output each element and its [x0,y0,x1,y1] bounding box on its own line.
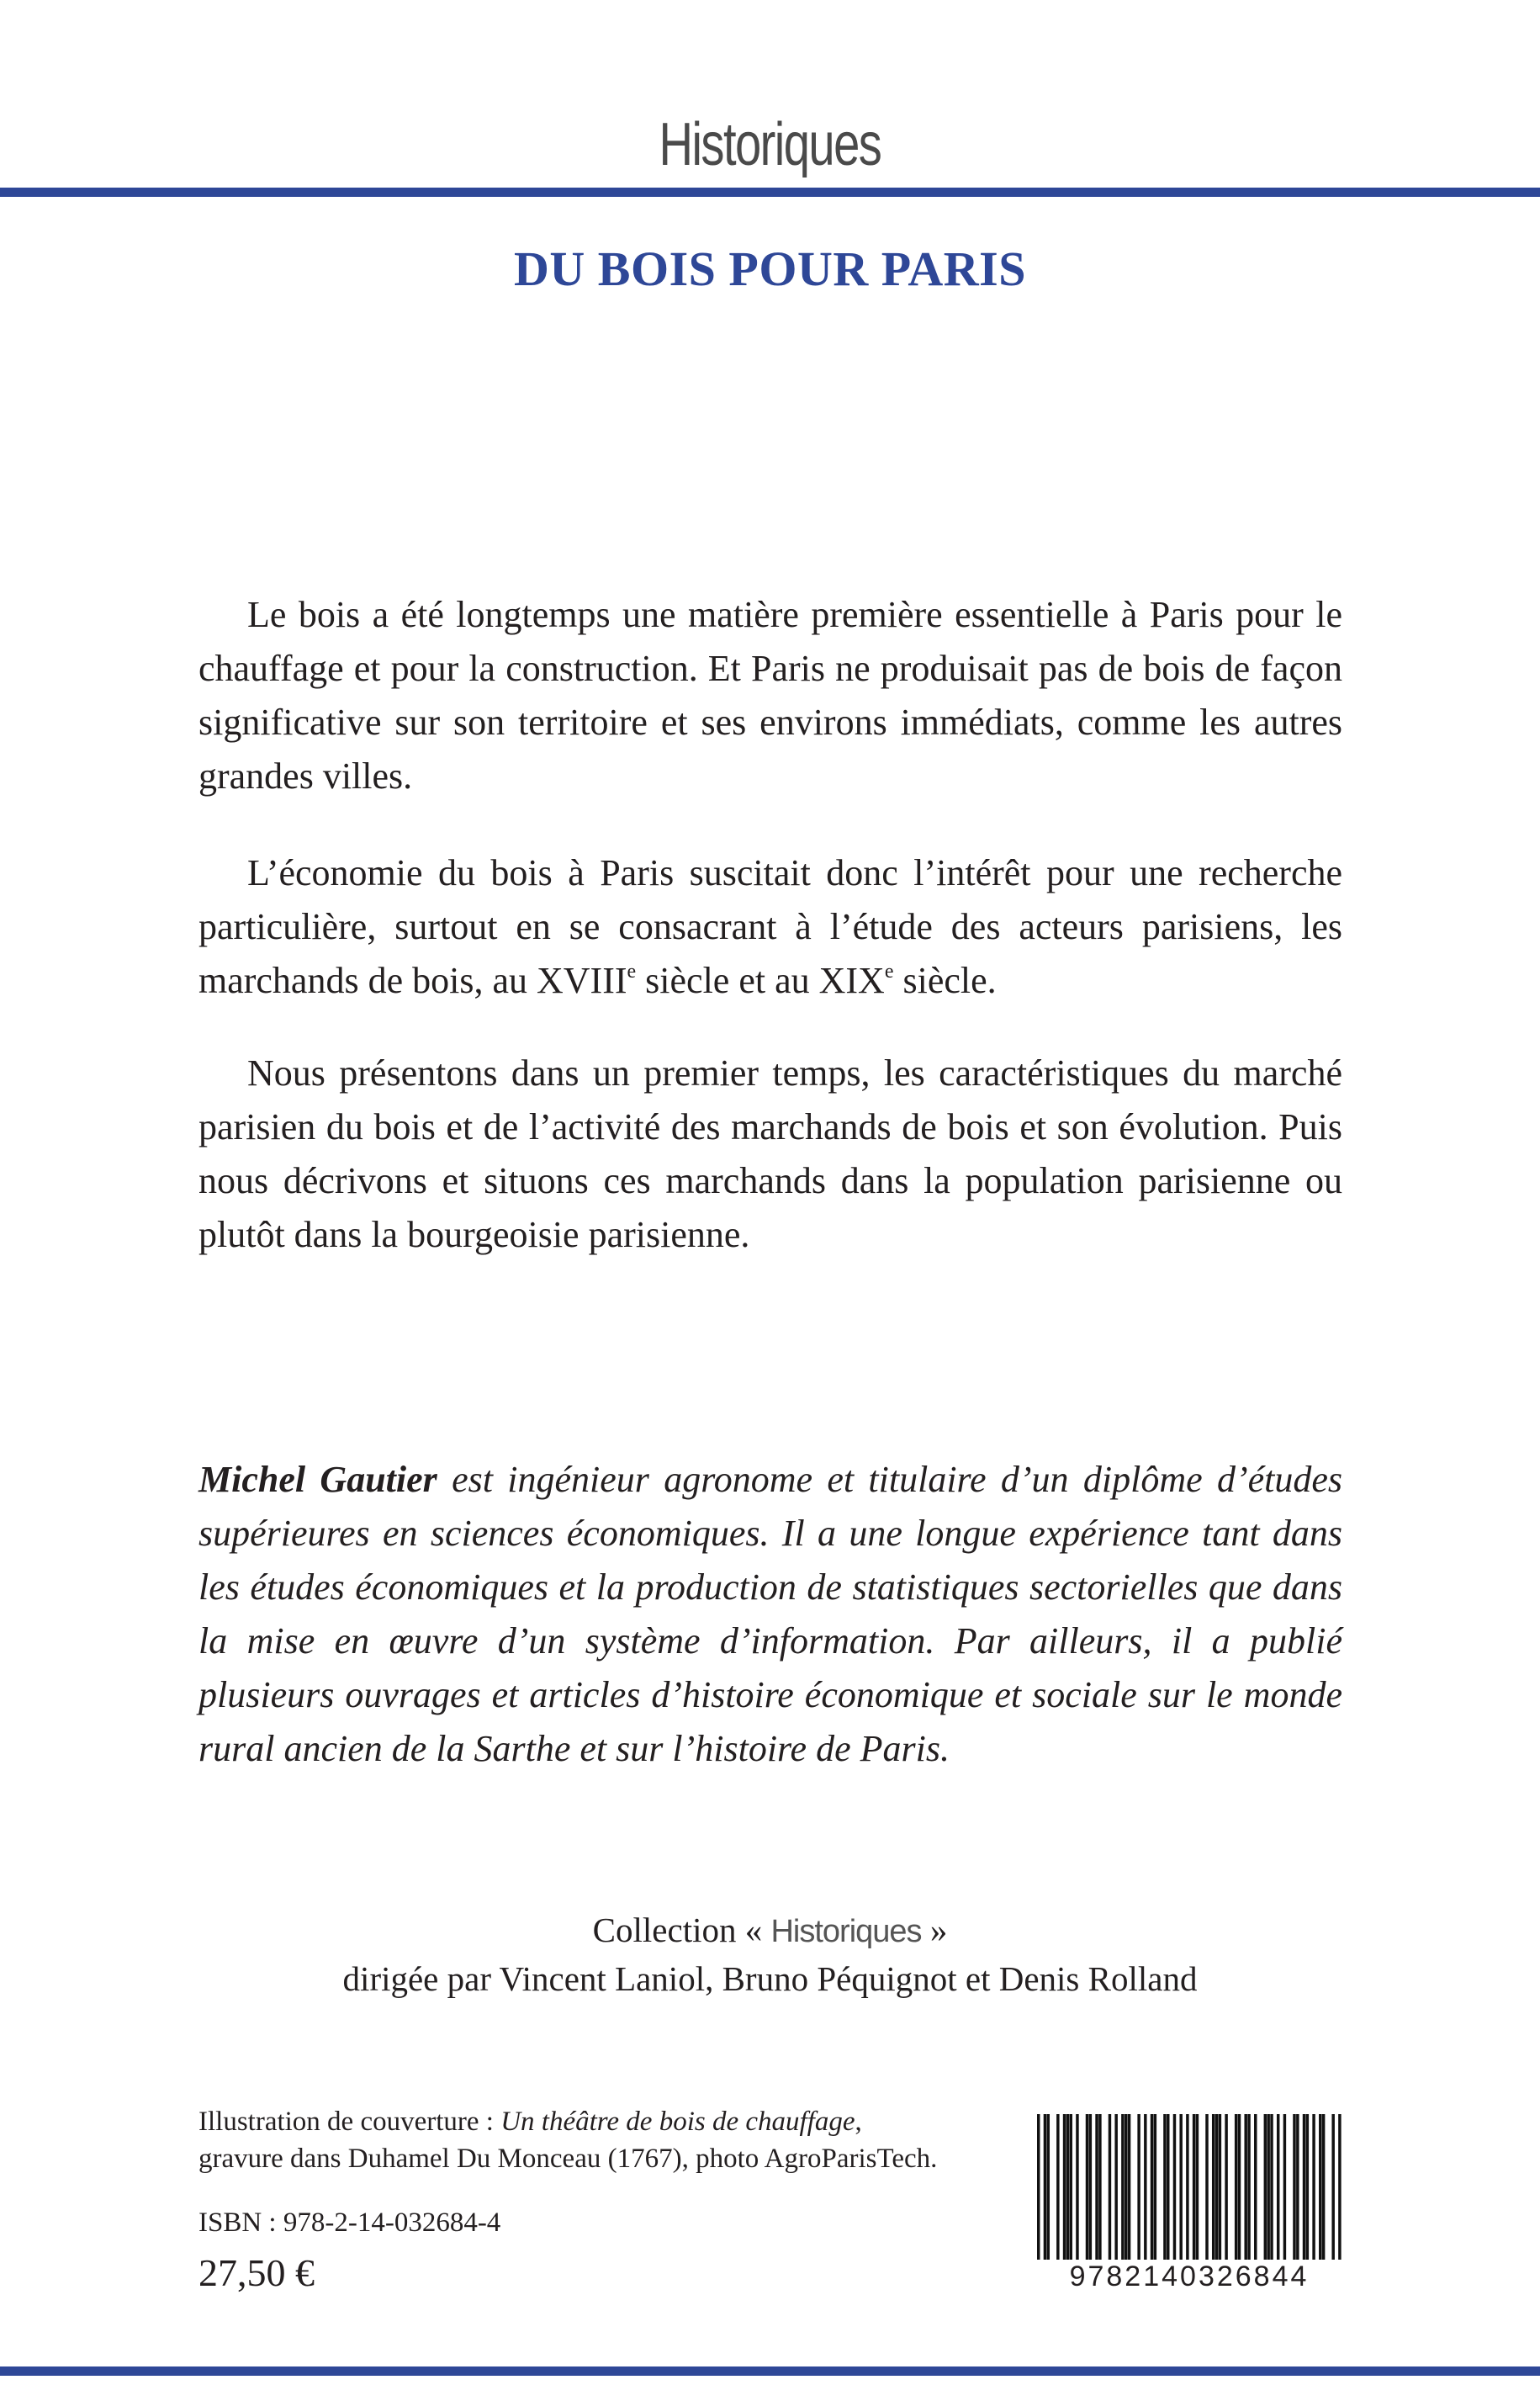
barcode-bar [1128,2114,1130,2261]
barcode-bar [1306,2114,1309,2261]
collection-suffix: » [929,1911,948,1949]
barcode-bar [1037,2114,1040,2261]
collection-info [0,1906,1540,2002]
barcode-bar [1254,2114,1257,2261]
author-bio [198,1453,1342,1776]
barcode-bar [1154,2114,1156,2261]
blurb-p2-middle: siècle et au XIX [636,960,885,1001]
barcode-bar [1066,2114,1069,2261]
barcode-bar [1186,2114,1188,2261]
barcode-bar [1044,2114,1046,2261]
barcode-bar [1247,2114,1250,2261]
barcode-bar [1267,2114,1269,2261]
barcode-bar [1179,2114,1182,2261]
blurb-p2-end: siècle. [893,960,997,1001]
barcode-bar [1296,2114,1299,2261]
barcode-bar [1303,2114,1305,2261]
book-title: DU BOIS POUR PARIS [514,241,1026,296]
barcode-bar [1235,2114,1237,2261]
collection-line [0,1906,1540,1955]
barcode-bar [1238,2114,1241,2261]
blurb-p2-start: L’économie du bois à Paris suscitait donc l’intérêt pour une recherche particulière, surtout en se consacrant à l’étude des acteurs parisiens, les marchands de bois, au XVIII [198,852,1342,1001]
barcode-bar [1338,2114,1341,2261]
barcode-bar [1137,2114,1140,2261]
barcode-bar [1095,2114,1098,2261]
barcode-bar [1125,2114,1127,2261]
author-name: Michel Gautier [198,1459,437,1500]
barcode-bar [1070,2114,1072,2261]
barcode-bar [1277,2114,1279,2261]
blurb-paragraph-3: Nous présentons dans un premier temps, les caractéristiques du marché parisien du bois et de l’activité des marchands de bois et son évolution. Puis nous décrivons et situons ces marchands dans la population parisienne ou plutôt dans la bourgeoisie parisienne. [198,1052,1342,1255]
credits-comma: , [855,2107,862,2137]
barcode-bar [1163,2114,1166,2261]
bottom-rule [0,2366,1540,2376]
credits-work-title: Un théâtre de bois de chauffage [500,2107,855,2137]
blurb-paragraph-1: Le bois a été longtemps une matière première essentielle à Paris pour le chauffage et pour la construction. Et Paris ne produisait pas de bois de façon significative sur son territoire et ses environs immédiats, comme les autres grandes villes. [198,594,1342,797]
barcode-bar [1167,2114,1169,2261]
series-logo: Historiques [659,111,881,178]
barcode-bar [1098,2114,1101,2261]
barcode-bar [1173,2114,1176,2261]
barcode-bars [1037,2114,1342,2261]
collection-logo: Historiques [770,1914,922,1949]
barcode-bar [1086,2114,1088,2261]
barcode-bar [1144,2114,1146,2261]
author-bio-text: est ingénieur agronome et titulaire d’un diplôme d’études supérieures en sciences économiques. Il a une longue expérience tant dans les études économiques et la production de statistiques sectorielles que dans la mise en œuvre d’un système d’information. Par ailleurs, il a publié plusieurs ouvrages et articles d’histoire économique et sociale sur le monde rural ancien de la Sarthe et sur l’histoire de Paris. [198,1459,1343,1769]
isbn: ISBN : 978-2-14-032684-4 [198,2207,501,2238]
barcode-bar [1219,2114,1221,2261]
barcode-bar [1063,2114,1066,2261]
barcode-bar [1319,2114,1321,2261]
barcode-bar [1056,2114,1059,2261]
barcode-bar [1270,2114,1273,2261]
barcode-bar [1047,2114,1050,2261]
barcode-bar [1244,2114,1246,2261]
credits-source: gravure dans Duhamel Du Monceau (1767), photo AgroParisTech. [198,2144,938,2174]
barcode-bar [1293,2114,1295,2261]
barcode-bar [1264,2114,1267,2261]
barcode-bar [1076,2114,1078,2261]
barcode-bar [1196,2114,1199,2261]
top-rule [0,188,1540,197]
barcode-bar [1312,2114,1315,2261]
barcode-bar [1114,2114,1117,2261]
barcode-bar [1151,2114,1153,2261]
barcode-bar [1225,2114,1227,2261]
blurb-paragraph-2 [198,846,1342,1008]
barcode-digits: 9782140326844 [1037,2260,1342,2293]
barcode-bar [1212,2114,1215,2261]
collection-prefix: Collection « [592,1911,763,1949]
barcode-bar [1109,2114,1111,2261]
barcode-bar [1283,2114,1286,2261]
credits-label: Illustration de couverture : [198,2107,501,2137]
century-superscript: e [884,961,894,983]
barcode-bar [1331,2114,1334,2261]
cover-credits [198,2103,998,2177]
collection-directors: dirigée par Vincent Laniol, Bruno Péquignot et Denis Rolland [342,1959,1198,1998]
barcode-bar [1205,2114,1208,2261]
barcode-bar [1121,2114,1124,2261]
barcode-bar [1215,2114,1218,2261]
price: 27,50 € [198,2251,315,2294]
barcode-bar [1089,2114,1092,2261]
century-superscript: e [627,961,637,983]
barcode-bar [1322,2114,1325,2261]
barcode-bar [1193,2114,1195,2261]
